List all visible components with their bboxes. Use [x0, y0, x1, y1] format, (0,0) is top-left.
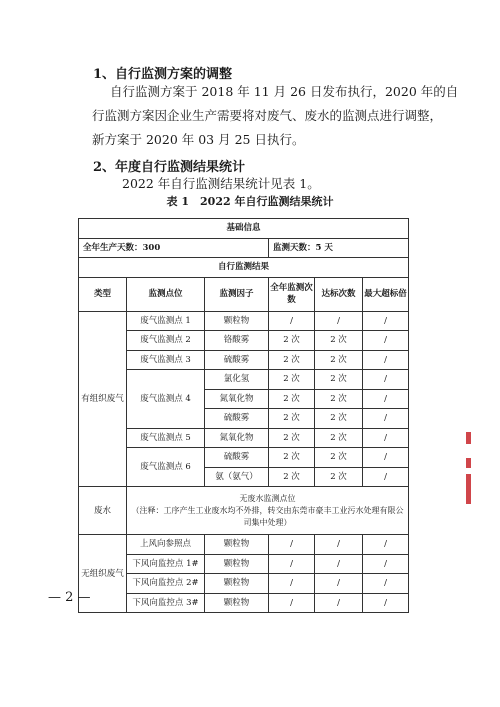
results-header: 自行监测结果	[79, 258, 409, 278]
monitoring-factor: 颗粒物	[205, 311, 269, 331]
monitoring-factor: 铬酸雾	[205, 331, 269, 351]
table-row	[79, 535, 409, 555]
monitoring-factor: 氮氧化物	[205, 428, 269, 448]
max-exceed: /	[363, 448, 409, 468]
pass-count: /	[315, 535, 363, 555]
max-exceed: /	[363, 311, 409, 331]
annual-count: 2 次	[269, 428, 315, 448]
max-exceed: /	[363, 428, 409, 448]
annual-count: /	[269, 593, 315, 613]
monitoring-factor: 硫酸雾	[205, 350, 269, 370]
paragraph-line-3: 新方案于 2020 年 03 月 25 日执行。	[92, 132, 305, 147]
table-row	[79, 331, 409, 351]
pass-count: 2 次	[315, 428, 363, 448]
pass-count: /	[315, 311, 363, 331]
monitoring-point: 废气监测点 3	[127, 350, 205, 370]
column-header-type: 类型	[79, 277, 127, 311]
wastewater-note: （注释：工序产生工业废水均不外排，转交由东莞市豪丰工业污水处理有限公司集中处理）	[131, 505, 404, 527]
page-number: — 2 —	[48, 590, 91, 605]
table-row	[79, 487, 409, 535]
type-wastewater: 废水	[79, 487, 127, 535]
annual-count: 2 次	[269, 389, 315, 409]
pass-count: /	[315, 574, 363, 594]
table-row	[79, 593, 409, 613]
wastewater-note-cell	[127, 487, 409, 535]
monitoring-days: 监测天数：5 天	[269, 238, 409, 258]
paragraph-line-1: 自行监测方案于 2018 年 11 月 26 日发布执行，2020 年的自	[110, 84, 459, 99]
seal-stamp-fragment-3	[466, 474, 471, 504]
wastewater-none-text: 无废水监测点位	[239, 493, 296, 503]
table-row	[79, 554, 409, 574]
table-intro-text: 2022 年自行监测结果统计见表 1。	[122, 176, 320, 191]
pass-count: 2 次	[315, 467, 363, 487]
seal-stamp-fragment-1	[466, 432, 471, 444]
max-exceed: /	[363, 350, 409, 370]
monitoring-factor: 氮氧化物	[205, 389, 269, 409]
table-row	[79, 428, 409, 448]
column-header-max: 最大超标倍	[363, 277, 409, 311]
annual-count: /	[269, 535, 315, 555]
monitoring-factor: 氨（氨气）	[205, 467, 269, 487]
annual-count: /	[269, 574, 315, 594]
pass-count: 2 次	[315, 370, 363, 390]
table-row	[79, 311, 409, 331]
monitoring-point: 废气监测点 6	[127, 448, 205, 487]
annual-count: 2 次	[269, 331, 315, 351]
monitoring-factor: 氯化氢	[205, 370, 269, 390]
section-1-heading: 1、自行监测方案的调整	[93, 67, 233, 82]
monitoring-factor: 颗粒物	[205, 593, 269, 613]
max-exceed: /	[363, 389, 409, 409]
table-title: 表 1 2022 年自行监测结果统计	[166, 195, 334, 208]
pass-count: 2 次	[315, 350, 363, 370]
column-header-count: 全年监测次数	[269, 277, 315, 311]
monitoring-point: 下风向监控点 3#	[127, 593, 205, 613]
pass-count: 2 次	[315, 409, 363, 429]
max-exceed: /	[363, 554, 409, 574]
max-exceed: /	[363, 467, 409, 487]
monitoring-point: 下风向监控点 1#	[127, 554, 205, 574]
table-row	[79, 448, 409, 468]
type-organized-gas: 有组织废气	[79, 311, 127, 487]
column-header-point: 监测点位	[127, 277, 205, 311]
column-header-pass: 达标次数	[315, 277, 363, 311]
seal-stamp-fragment-2	[466, 458, 471, 468]
annual-count: 2 次	[269, 467, 315, 487]
table-row	[79, 350, 409, 370]
pass-count: /	[315, 593, 363, 613]
annual-count: /	[269, 554, 315, 574]
max-exceed: /	[363, 574, 409, 594]
pass-count: 2 次	[315, 331, 363, 351]
monitoring-factor: 硫酸雾	[205, 409, 269, 429]
column-header-factor: 监测因子	[205, 277, 269, 311]
paragraph-line-2: 行监测方案因企业生产需要将对废气、废水的监测点进行调整，	[92, 108, 443, 123]
monitoring-results-table	[78, 218, 409, 613]
table-row	[79, 370, 409, 390]
table-row	[79, 574, 409, 594]
basic-info-header: 基础信息	[79, 219, 409, 239]
annual-count: 2 次	[269, 448, 315, 468]
max-exceed: /	[363, 409, 409, 429]
monitoring-point: 上风向参照点	[127, 535, 205, 555]
pass-count: 2 次	[315, 448, 363, 468]
monitoring-factor: 颗粒物	[205, 554, 269, 574]
section-2-heading: 2、年度自行监测结果统计	[93, 160, 246, 175]
monitoring-point: 废气监测点 4	[127, 370, 205, 429]
max-exceed: /	[363, 331, 409, 351]
annual-count: 2 次	[269, 350, 315, 370]
max-exceed: /	[363, 535, 409, 555]
production-days: 全年生产天数：300	[79, 238, 269, 258]
pass-count: /	[315, 554, 363, 574]
monitoring-factor: 颗粒物	[205, 574, 269, 594]
annual-count: 2 次	[269, 409, 315, 429]
monitoring-point: 废气监测点 1	[127, 311, 205, 331]
monitoring-point: 下风向监控点 2#	[127, 574, 205, 594]
annual-count: 2 次	[269, 370, 315, 390]
pass-count: 2 次	[315, 389, 363, 409]
monitoring-factor: 硫酸雾	[205, 448, 269, 468]
type-unorganized-gas: 无组织废气	[79, 535, 127, 613]
monitoring-point: 废气监测点 2	[127, 331, 205, 351]
monitoring-point: 废气监测点 5	[127, 428, 205, 448]
max-exceed: /	[363, 593, 409, 613]
annual-count: /	[269, 311, 315, 331]
monitoring-factor: 颗粒物	[205, 535, 269, 555]
max-exceed: /	[363, 370, 409, 390]
